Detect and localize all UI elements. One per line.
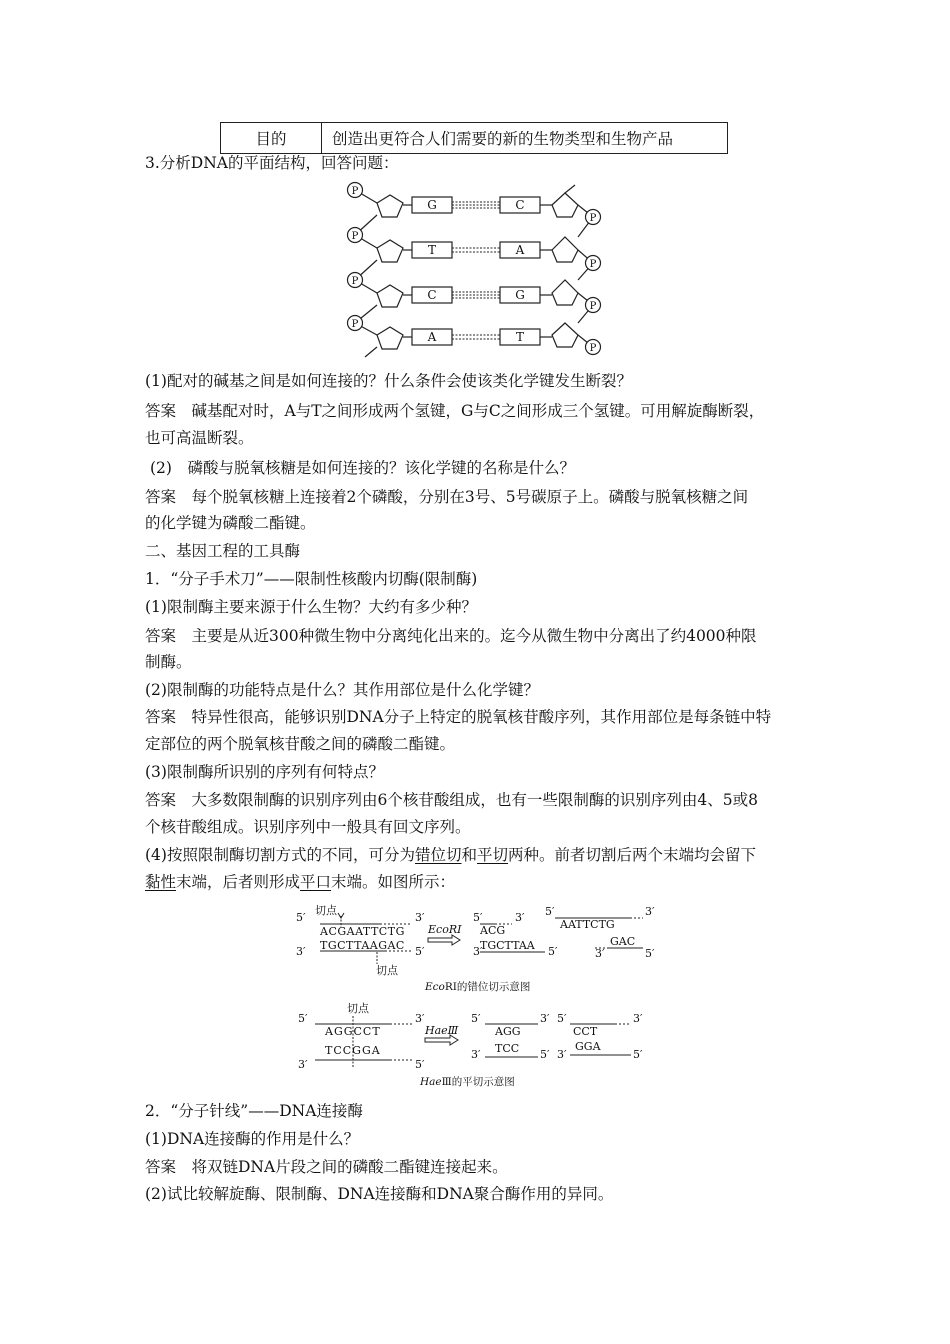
sequence-text: TGCTTAAGAC xyxy=(320,939,405,952)
sequence-text: TCCGGA xyxy=(325,1044,381,1057)
phosphate-label: P xyxy=(589,301,597,312)
table-label-cell: 目的 xyxy=(221,123,322,154)
strand-end-label: 5′ xyxy=(548,945,558,958)
strand-end-label: 5′ xyxy=(633,1048,643,1061)
answer-text: 答案 将双链DNA片段之间的磷酸二酯键连接起来。 xyxy=(145,1158,508,1176)
strand-end-label: 5′ xyxy=(473,911,483,924)
purpose-table xyxy=(220,122,728,154)
strand-end-label: 5′ xyxy=(557,1012,567,1025)
strand-end-label: 5′ xyxy=(471,1012,481,1025)
question-text xyxy=(145,871,455,893)
enzyme-label: HaeⅢ xyxy=(425,1024,459,1037)
base-label: T xyxy=(515,330,525,344)
ecori-diagram xyxy=(290,900,670,995)
text-span: 末端。如图所示： xyxy=(331,873,456,891)
strand-end-label: 5′ xyxy=(415,945,425,958)
sequence-text: AGGCCT xyxy=(325,1025,381,1038)
question-text: (1)DNA连接酶的作用是什么？ xyxy=(145,1130,360,1148)
enzyme-label: EcoRⅠ xyxy=(428,923,462,936)
strand-end-label: 3′ xyxy=(595,947,605,960)
question-text: (2) 磷酸与脱氧核糖是如何连接的？该化学键的名称是什么？ xyxy=(150,459,575,477)
sequence-text: CCT xyxy=(573,1025,598,1038)
answer-text: 答案 特异性很高，能够识别DNA分子上特定的脱氧核苷酸序列，其作用部位是每条链中特 xyxy=(145,708,772,726)
phosphate-label: P xyxy=(351,231,359,242)
base-label: C xyxy=(427,288,437,302)
sequence-text: GAC xyxy=(610,935,636,948)
sequence-text: ACGAATTCTG xyxy=(320,925,405,938)
cut-point-label: 切点 xyxy=(315,904,337,917)
answer-text: 答案 每个脱氧核糖上连接着2个磷酸，分别在3号、5号碳原子上。磷酸与脱氧核糖之间 xyxy=(145,488,749,506)
phosphate-label: P xyxy=(589,213,597,224)
strand-end-label: 3′ xyxy=(298,1058,308,1071)
answer-text: 答案 主要是从近300种微生物中分离纯化出来的。迄今从微生物中分离出了约4000种限 xyxy=(145,627,757,645)
underlined-term: 平切 xyxy=(477,846,509,864)
subsection-title: 1．“分子手术刀”——限制性核酸内切酶(限制酶) xyxy=(145,570,478,588)
question-text: (3)限制酶所识别的序列有何特点？ xyxy=(145,763,384,781)
phosphate-label: P xyxy=(351,186,359,197)
answer-text: 也可高温断裂。 xyxy=(145,429,254,447)
text-span: 和 xyxy=(461,846,477,864)
strand-end-label: 5′ xyxy=(298,1012,308,1025)
phosphate-label: P xyxy=(351,319,359,330)
strand-end-label: 5′ xyxy=(645,947,655,960)
table-value-cell: 创造出更符合人们需要的新的生物类型和生物产品 xyxy=(322,123,728,154)
sequence-text: TGCTTAA xyxy=(480,939,535,952)
text-span: 两种。前者切割后两个末端均会留下 xyxy=(508,846,757,864)
subsection-title: 2．“分子针线”——DNA连接酶 xyxy=(145,1102,363,1120)
question-text xyxy=(145,844,756,866)
haeiii-diagram xyxy=(295,1000,655,1095)
strand-end-label: 3′ xyxy=(540,1012,550,1025)
strand-end-label: 3′ xyxy=(415,911,425,924)
diagram-caption: HaeⅢ的平切示意图 xyxy=(420,1076,515,1088)
cut-point-label: 切点 xyxy=(376,964,398,977)
cut-point-label: 切点 xyxy=(347,1002,369,1015)
strand-end-label: 5′ xyxy=(296,911,306,924)
text-span: 末端，后者则形成 xyxy=(176,873,301,891)
strand-end-label: 5′ xyxy=(415,1058,425,1071)
underlined-term: 黏性 xyxy=(145,873,177,891)
table-row xyxy=(221,123,728,154)
sequence-text: ACG xyxy=(480,924,506,937)
underlined-term: 错位切 xyxy=(414,846,462,864)
base-label: T xyxy=(427,243,437,257)
answer-text: 的化学键为磷酸二酯键。 xyxy=(145,514,316,532)
strand-end-label: 3′ xyxy=(415,1012,425,1025)
answer-text: 制酶。 xyxy=(145,653,192,671)
question-text: (2)限制酶的功能特点是什么？其作用部位是什么化学键？ xyxy=(145,681,539,699)
underlined-term: 平口 xyxy=(300,873,332,891)
answer-text: 答案 大多数限制酶的识别序列由6个核苷酸组成，也有一些限制酶的识别序列由4、5或8 xyxy=(145,791,758,809)
section-heading: 二、基因工程的工具酶 xyxy=(145,542,301,560)
strand-end-label: 3′ xyxy=(473,945,483,958)
answer-text: 定部位的两个脱氧核苷酸之间的磷酸二酯键。 xyxy=(145,735,456,753)
sequence-text: AATTCTG xyxy=(560,918,615,931)
question-text: (2)试比较解旋酶、限制酶、DNA连接酶和DNA聚合酶作用的异同。 xyxy=(145,1185,614,1203)
dna-structure-diagram xyxy=(335,175,620,370)
sequence-text: TCC xyxy=(495,1042,520,1055)
answer-text: 个核苷酸组成。识别序列中一般具有回文序列。 xyxy=(145,818,471,836)
base-label: G xyxy=(427,198,437,212)
strand-end-label: 3′ xyxy=(633,1012,643,1025)
base-label: A xyxy=(515,243,525,257)
phosphate-label: P xyxy=(589,259,597,270)
strand-end-label: 5′ xyxy=(540,1048,550,1061)
base-label: A xyxy=(427,330,437,344)
answer-text: 答案 碱基配对时，A与T之间形成两个氢键，G与C之间形成三个氢键。可用解旋酶断裂， xyxy=(145,402,765,420)
strand-end-label: 3′ xyxy=(557,1048,567,1061)
question-3-title: 3.分析DNA的平面结构，回答问题： xyxy=(145,154,399,172)
question-text: (1)限制酶主要来源于什么生物？大约有多少种？ xyxy=(145,598,477,616)
text-span: (4)按照限制酶切割方式的不同，可分为 xyxy=(145,846,415,864)
strand-end-label: 3′ xyxy=(515,911,525,924)
strand-end-label: 3′ xyxy=(645,905,655,918)
strand-end-label: 3′ xyxy=(471,1048,481,1061)
phosphate-label: P xyxy=(351,276,359,287)
base-label: C xyxy=(515,198,525,212)
sequence-text: GGA xyxy=(575,1040,601,1053)
strand-end-label: 5′ xyxy=(545,905,555,918)
strand-end-label: 3′ xyxy=(296,945,306,958)
base-label: G xyxy=(515,288,525,302)
diagram-caption: EcoRⅠ的错位切示意图 xyxy=(425,981,531,993)
question-text: (1)配对的碱基之间是如何连接的？什么条件会使该类化学键发生断裂？ xyxy=(145,372,632,390)
phosphate-label: P xyxy=(589,343,597,354)
sequence-text: AGG xyxy=(495,1025,521,1038)
